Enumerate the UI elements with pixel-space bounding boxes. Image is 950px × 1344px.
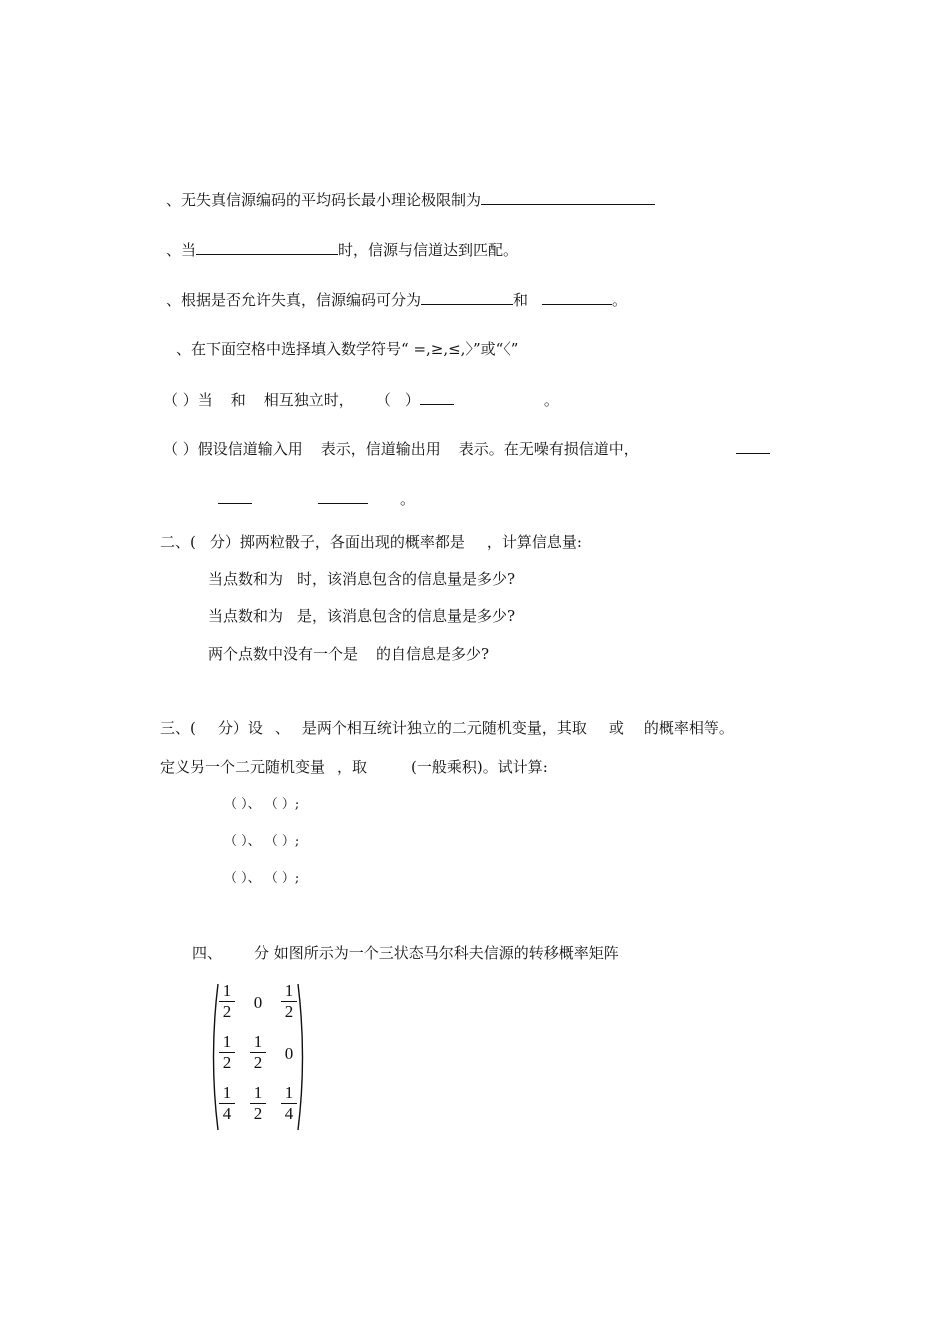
q3-title-d: 是两个相互统计独立的二元随机变量，其取 [301,719,587,737]
q1-sub1-d: （ [375,391,391,409]
q4-title-b: 分 如图所示为一个三状态马尔科夫信源的转移概率矩阵 [254,944,619,962]
q2-title [160,532,582,552]
q1-item3-text-b: 和 [513,291,529,309]
q2-title-b: 分）掷两粒骰子，各面出现的概率都是 [209,533,465,551]
q1-sub2-a: （ ）假设信道输入用 [163,440,303,458]
q1-sub2-c: 表示。在无噪有损信道中， [458,440,639,458]
numerator: 1 [284,981,294,1000]
answer-blank[interactable] [318,489,368,504]
q1-sub1-e: ） [404,391,420,409]
q4-title [192,943,619,963]
matrix-cell-1-1 [248,1033,268,1072]
matrix-cell-2-2 [279,1084,299,1123]
q2-line3-a: 两个点数中没有一个是 [208,645,359,663]
q3-calc3-text: （ ）、 （ ）; [224,871,300,886]
answer-blank[interactable] [481,190,655,205]
q3-title [160,718,734,738]
q1-item4 [176,339,518,359]
q1-sub2 [163,439,639,459]
q2-line3-b: 的自信息是多少? [376,645,490,663]
q1-sub1-c: 相互独立时， [263,391,354,409]
q1-sub2-blank1 [736,439,770,459]
transition-matrix [208,982,308,1132]
matrix-cell-2-1 [248,1084,268,1123]
q2-line2-b: 是，该消息包含的信息量是多少? [297,607,516,625]
q3-calc2-text: （ ）、 （ ）; [224,834,300,849]
q3-title-f: 的概率相等。 [643,719,734,737]
q1-sub1-a: （ ）当 [163,391,213,409]
q3-title-e: 或 [608,719,624,737]
q2-line3 [208,644,489,664]
matrix-cell-1-0 [217,1033,237,1072]
denominator: 2 [284,1002,294,1021]
q2-line2-a: 当点数和为 [208,607,284,625]
q1-sub2-end: 。 [400,490,416,508]
denominator: 2 [253,1053,263,1072]
answer-blank[interactable] [421,290,513,305]
q3-title-c: 、 [274,719,290,737]
q1-item2-text-b: 时，信源与信道达到匹配。 [338,241,519,259]
q3-calc1 [224,795,299,815]
numerator: 1 [222,1032,232,1051]
numerator: 1 [284,1083,294,1102]
q3-line2-c: (一般乘积)。试计算: [411,758,548,776]
numerator: 1 [253,1032,263,1051]
numerator: 1 [222,1083,232,1102]
answer-blank[interactable] [542,290,612,305]
q3-calc3 [224,869,299,889]
q1-item2 [166,240,518,260]
denominator: 4 [222,1104,232,1123]
q2-title-a: 二、( [160,533,196,551]
denominator: 2 [222,1002,232,1021]
q3-calc2 [224,832,299,852]
q3-title-a: 三、( [160,719,196,737]
q1-item3-text-c: 。 [612,291,628,309]
denominator: 2 [222,1053,232,1072]
answer-blank[interactable] [196,240,338,255]
matrix-cell-0-1: 0 [253,993,263,1012]
matrix-cell-0-0 [217,982,237,1021]
q3-line2-a: 定义另一个二元随机变量 [160,758,326,776]
q2-line2 [208,606,515,626]
q3-calc1-text: （ ）、 （ ）; [224,797,300,812]
q1-item3 [166,290,627,310]
answer-blank[interactable] [736,439,770,454]
q1-item1 [166,190,655,210]
q1-sub2-line2 [218,489,415,509]
q2-title-c: ，计算信息量: [486,533,582,551]
numerator: 1 [222,981,232,1000]
q1-item4-text: 、在下面空格中选择填入数学符号“ =,≥,≤,〉”或“〈” [176,340,519,358]
q1-sub1-b: 和 [230,391,246,409]
q1-sub2-b: 表示，信道输出用 [320,440,441,458]
numerator: 1 [253,1083,263,1102]
matrix-cell-2-0 [217,1084,237,1123]
q1-item3-text-a: 、根据是否允许失真，信源编码可分为 [166,291,422,309]
q1-item2-text-a: 、当 [166,241,197,259]
q3-title-b: 分）设 [217,719,263,737]
answer-blank[interactable] [218,489,252,504]
answer-blank[interactable] [420,390,454,405]
q2-line1-a: 当点数和为 [208,570,284,588]
q2-line1 [208,569,515,589]
denominator: 4 [284,1104,294,1123]
q1-item1-text: 、无失真信源编码的平均码长最小理论极限制为 [166,191,482,209]
q4-title-a: 四、 [192,944,223,962]
q2-line1-b: 时，该消息包含的信息量是多少? [297,570,516,588]
q1-sub1-f: 。 [543,391,559,409]
matrix-cell-0-2 [279,982,299,1021]
q3-line2-b: ，取 [337,758,368,776]
q1-sub1 [163,390,559,410]
matrix-cell-1-2: 0 [284,1044,294,1063]
denominator: 2 [253,1104,263,1123]
q3-line2 [160,757,548,777]
